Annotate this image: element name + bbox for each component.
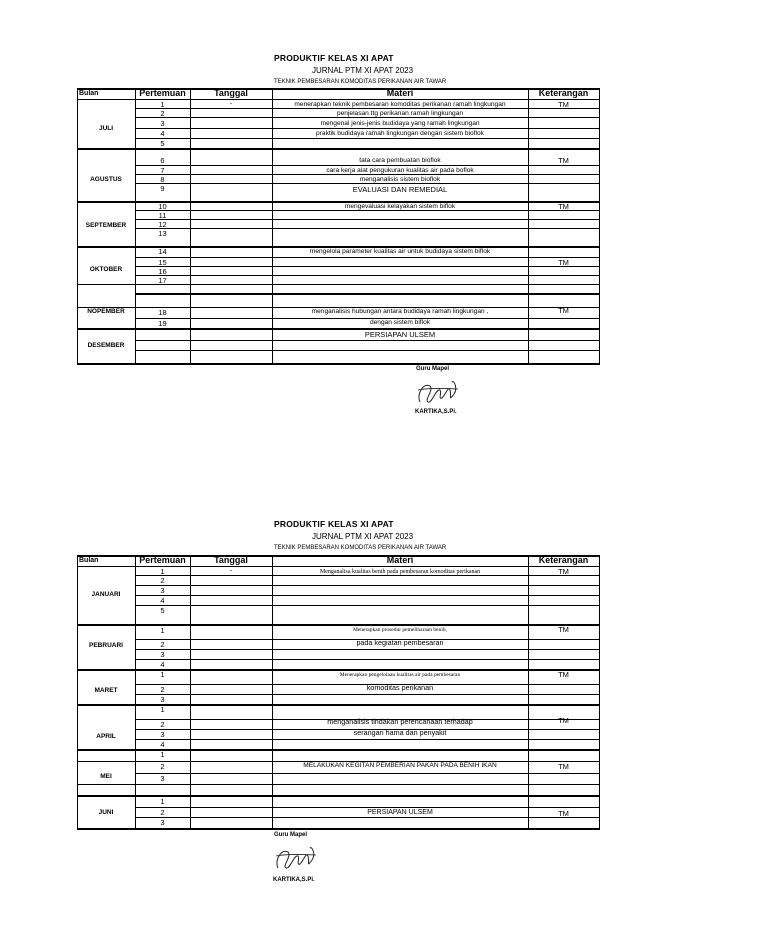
month-label: APRIL [96, 733, 116, 740]
meeting-number: 3 [160, 586, 165, 595]
meeting-number: 1 [160, 567, 165, 576]
meeting-number: 12 [158, 220, 167, 229]
keterangan-cell: TM [558, 567, 569, 576]
teacher-name: KARTIKA,S.Pi. [415, 409, 457, 415]
materi-cell: dengan sistem biflok [369, 319, 431, 326]
materi-cell: Menerapkan pengelolaan kualitas air pada pembesaran [339, 672, 461, 678]
materi-cell: mengevaluasi kelayakan sistem biflok [344, 203, 456, 210]
meeting-number: 8 [160, 175, 165, 184]
materi-cell: mengelola parameter kualitas air untuk budidaya sistem biflok [309, 248, 491, 255]
meeting-number: 10 [158, 202, 167, 211]
keterangan-cell: TM [558, 762, 569, 771]
materi-cell: Menganalisa kualitas benih pada pembesaran komoditas perikanan [319, 569, 481, 575]
materi-cell: MELAKUKAN KEGITAN PEMBERIAN PAKAN PADA BENIH IKAN [303, 762, 497, 769]
materi-cell: EVALUASI DAN REMEDIAL [352, 185, 448, 194]
meeting-number: 16 [158, 267, 167, 276]
meeting-number: 2 [160, 808, 165, 817]
meeting-number: 5 [160, 139, 165, 148]
journal-subtitle: JURNAL PTM XI APAT 2023 [312, 532, 414, 541]
keterangan-cell: TM [558, 809, 569, 818]
meeting-number: 1 [160, 100, 165, 109]
header-bulan: Bulan [79, 90, 99, 97]
meeting-number: 2 [160, 762, 165, 771]
signature-mark [414, 376, 464, 410]
meeting-number: 4 [160, 596, 165, 605]
journal-subtitle: JURNAL PTM XI APAT 2023 [312, 66, 414, 75]
month-label: MARET [94, 687, 118, 694]
meeting-number: 11 [158, 211, 167, 220]
month-label: OKTOBER [89, 266, 123, 273]
meeting-number: 2 [160, 109, 165, 118]
keterangan-cell: TM [558, 716, 569, 725]
month-label: PEBRUARI [89, 642, 123, 649]
meeting-number: 1 [160, 750, 165, 759]
signature-label: Guru Mapel [416, 366, 450, 372]
signature-mark [272, 842, 322, 876]
teacher-name: KARTIKA,S.Pi. [273, 877, 315, 883]
header-pertemuan: Pertemuan [139, 555, 186, 565]
meeting-number: 6 [160, 156, 165, 165]
meeting-number: 3 [160, 774, 165, 783]
materi-cell: tata cara pembuatan bioflok [359, 157, 441, 164]
header-tanggal: Tanggal [214, 555, 248, 565]
meeting-number: 19 [158, 319, 167, 328]
signature-label: Guru Mapel [274, 832, 308, 838]
meeting-number: 4 [160, 740, 165, 749]
meeting-number: 14 [158, 247, 167, 256]
meeting-number: 1 [160, 705, 165, 714]
materi-cell: menerapkan teknik pembesaran komoditas perikanan ramah lingkungan [294, 101, 506, 108]
page-title: PRODUKTIF KELAS XI APAT [274, 53, 394, 63]
materi-cell: cara kerja alat pengukuran kualitas air pada boflok [326, 167, 474, 174]
meeting-number: 1 [160, 670, 165, 679]
subject-line: TEKNIK PEMBESARAN KOMODITAS PERIKANAN AIR TAWAR [274, 545, 447, 551]
materi-cell: menganalisis tindakan perencanaan terhadap [327, 717, 473, 726]
meeting-number: 15 [158, 258, 167, 267]
meeting-number: 2 [160, 685, 165, 694]
keterangan-cell: TM [558, 202, 569, 211]
meeting-number: 2 [160, 640, 165, 649]
meeting-number: 3 [160, 695, 165, 704]
keterangan-cell: TM [558, 670, 569, 679]
meeting-number: 4 [160, 129, 165, 138]
meeting-number: 1 [160, 626, 165, 635]
materi-cell: PERSIAPAN ULSEM [367, 809, 433, 816]
materi-cell: komoditas perikanan [366, 683, 434, 692]
meeting-number: 3 [160, 650, 165, 659]
month-label: JANUARI [91, 591, 121, 598]
meeting-number: 5 [160, 606, 165, 615]
keterangan-cell: TM [558, 258, 569, 267]
header-keterangan: Keterangan [538, 88, 589, 98]
materi-cell: praktik budidaya ramah lingkungan dengan sistem bioflok [316, 130, 484, 137]
meeting-number: 2 [160, 720, 165, 729]
meeting-number: 1 [160, 797, 165, 806]
materi-cell: Menerapkan prosedur pemeliharaan benih, [352, 627, 448, 633]
header-pertemuan: Pertemuan [139, 88, 186, 98]
month-label: SEPTEMBER [85, 222, 127, 229]
meeting-number: 13 [158, 229, 167, 238]
materi-cell: penjelasan ttg perikanan ramah lingkungan [336, 110, 464, 117]
meeting-number: 7 [160, 166, 165, 175]
month-label: NOPEMBER [87, 308, 125, 315]
materi-cell: mengenal jenis-jenis budidaya yang ramah lingkungan [320, 120, 480, 127]
materi-cell: pada kegiatan pembesaran [356, 638, 444, 647]
month-label: JULI [98, 125, 114, 132]
journal-table-1 [77, 88, 600, 365]
month-label: DESEMBER [87, 342, 125, 349]
meeting-number: 3 [160, 119, 165, 128]
meeting-number: 2 [160, 576, 165, 585]
month-label: AGUSTUS [90, 176, 122, 183]
header-keterangan: Keterangan [538, 555, 589, 565]
materi-cell: menganalisis sistem bioflok [359, 176, 441, 183]
header-tanggal: Tanggal [214, 88, 248, 98]
header-materi: Materi [386, 555, 414, 565]
date-cell: - [229, 568, 233, 575]
meeting-number: 4 [160, 660, 165, 669]
month-label: MEI [100, 773, 112, 780]
date-cell: - [229, 101, 233, 108]
keterangan-cell: TM [558, 100, 569, 109]
meeting-number: 17 [158, 276, 167, 285]
keterangan-cell: TM [558, 156, 569, 165]
month-label: JUNI [98, 809, 114, 816]
meeting-number: 9 [160, 184, 165, 193]
materi-cell: PERSIAPAN ULSEM [364, 330, 436, 339]
meeting-number: 18 [158, 308, 167, 317]
header-bulan: Bulan [79, 557, 99, 564]
materi-cell: menganalisis hubungan antara budidaya ramah lingkungan , [311, 308, 489, 315]
meeting-number: 3 [160, 818, 165, 827]
header-materi: Materi [386, 88, 414, 98]
materi-cell: serangan hama dan penyakit [353, 728, 447, 737]
subject-line: TEKNIK PEMBESARAN KOMODITAS PERIKANAN AIR TAWAR [274, 79, 447, 85]
meeting-number: 3 [160, 730, 165, 739]
keterangan-cell: TM [558, 306, 569, 315]
page-title: PRODUKTIF KELAS XI APAT [274, 519, 394, 529]
keterangan-cell: TM [558, 625, 569, 634]
journal-table-2 [77, 555, 600, 831]
